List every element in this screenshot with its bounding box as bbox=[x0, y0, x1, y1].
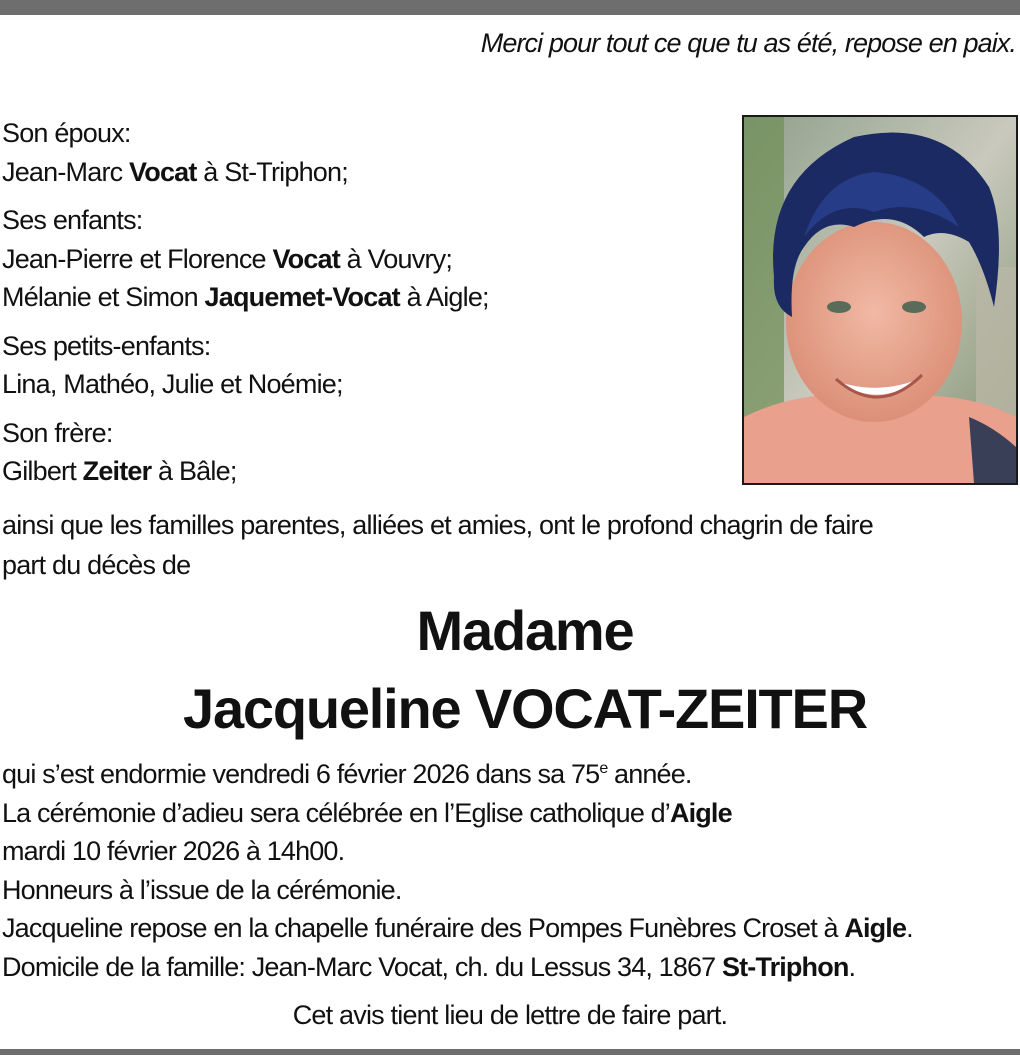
family-group-spouse bbox=[2, 114, 722, 191]
intro-line: ainsi que les familles parentes, alliées et amies, ont le profond chagrin de faire bbox=[2, 510, 873, 540]
family-list bbox=[2, 114, 722, 501]
portrait-photo bbox=[742, 115, 1018, 485]
detail-place: St-Triphon bbox=[722, 951, 849, 982]
motto: Merci pour tout ce que tu as été, repose en paix. bbox=[480, 28, 1016, 58]
portrait-illustration bbox=[744, 117, 1016, 483]
entry-surname: Zeiter bbox=[82, 456, 152, 486]
family-heading: Son époux: bbox=[2, 118, 131, 148]
detail-text: . bbox=[906, 913, 913, 943]
entry-surname: Vocat bbox=[272, 243, 340, 274]
deceased-honorific: Madame bbox=[416, 599, 634, 662]
entry-surname: Vocat bbox=[129, 156, 197, 187]
ordinal-suffix: e bbox=[599, 760, 608, 777]
death-line bbox=[2, 755, 1020, 794]
announcement-intro bbox=[2, 505, 1020, 585]
honours-line: Honneurs à l’issue de la cérémonie. bbox=[2, 874, 402, 905]
entry-place: à St-Triphon; bbox=[196, 156, 348, 187]
detail-text: La cérémonie d’adieu sera célébrée en l’Eglise catholique d’ bbox=[2, 797, 670, 828]
family-heading: Son frère: bbox=[2, 417, 113, 448]
ceremony-date-line: mardi 10 février 2026 à 14h00. bbox=[2, 836, 345, 866]
detail-text: qui s’est endormie vendredi 6 février 2026 dans sa 75 bbox=[2, 759, 600, 789]
family-group-grandchildren bbox=[2, 327, 722, 404]
family-heading: Ses petits-enfants: bbox=[2, 330, 211, 361]
detail-text: Jacqueline repose en la chapelle funéraire des Pompes Funèbres Croset à bbox=[2, 913, 845, 943]
family-entry bbox=[2, 153, 722, 192]
home-line bbox=[2, 948, 1020, 987]
family-entry bbox=[2, 278, 722, 317]
ceremony-details bbox=[2, 755, 1020, 986]
entry-place: à Vouvry; bbox=[339, 243, 453, 274]
entry-text: Jean-Pierre et Florence bbox=[2, 243, 273, 274]
bottom-rule bbox=[0, 1049, 1020, 1055]
top-rule bbox=[0, 0, 1020, 15]
entry-surname: Jaquemet-Vocat bbox=[204, 282, 400, 312]
ceremony-line bbox=[2, 794, 1020, 833]
intro-line: part du décès de bbox=[2, 550, 191, 580]
closing-note: Cet avis tient lieu de lettre de faire part. bbox=[292, 1000, 728, 1030]
deceased-name: Jacqueline VOCAT-ZEITER bbox=[183, 677, 867, 740]
family-group-children bbox=[2, 201, 722, 317]
detail-place: Aigle bbox=[669, 797, 732, 828]
entry-text: Jean-Marc bbox=[2, 156, 130, 187]
detail-text: . bbox=[848, 951, 856, 982]
family-group-brother bbox=[2, 414, 722, 491]
family-entry bbox=[2, 452, 722, 491]
detail-place: Aigle bbox=[844, 913, 907, 943]
detail-text: année. bbox=[607, 759, 692, 789]
entry-place: à Bâle; bbox=[151, 456, 237, 486]
family-heading: Ses enfants: bbox=[2, 205, 143, 235]
rest-line bbox=[2, 909, 1020, 948]
entry-place: à Aigle; bbox=[399, 282, 489, 312]
detail-text: Domicile de la famille: Jean-Marc Vocat, ch. du Lessus 34, 1867 bbox=[2, 951, 722, 982]
family-entry bbox=[2, 240, 722, 279]
entry-text: Gilbert bbox=[2, 456, 83, 486]
family-entry: Lina, Mathéo, Julie et Noémie; bbox=[2, 369, 343, 399]
entry-text: Mélanie et Simon bbox=[2, 282, 205, 312]
